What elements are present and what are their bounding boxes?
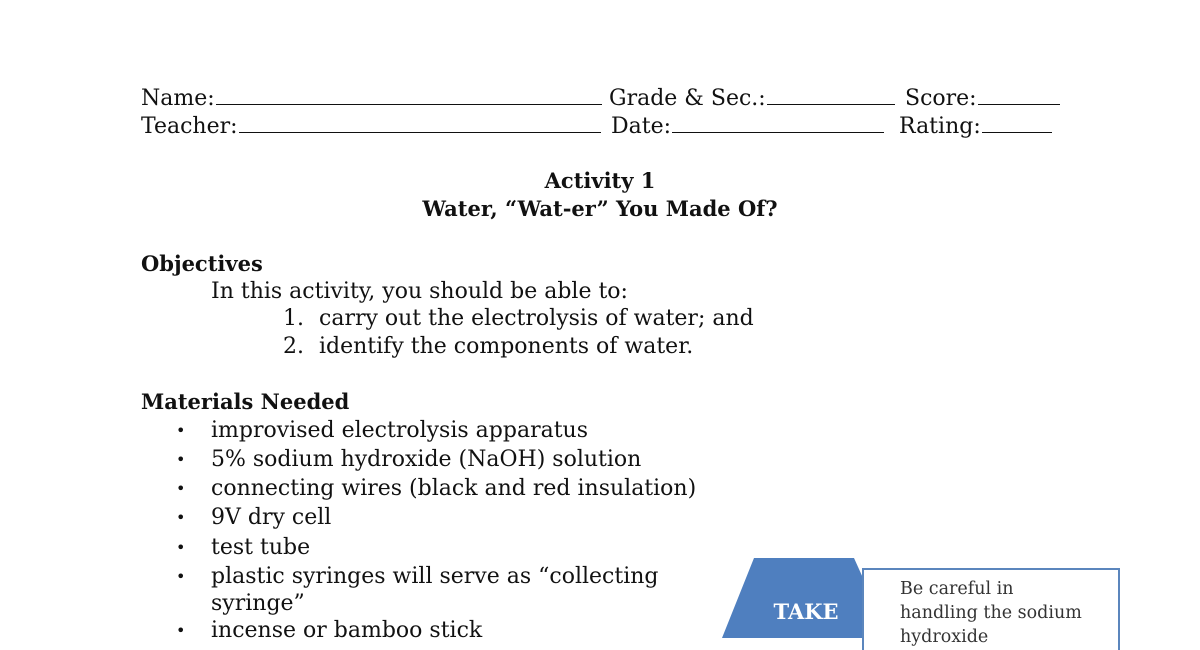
activity-title: Activity 1 — [544, 168, 656, 193]
material-text: 9V dry cell — [211, 505, 332, 530]
material-text: test tube — [211, 535, 311, 560]
bullet-icon: • — [176, 450, 186, 469]
objective-text: carry out the electrolysis of water; and — [319, 306, 754, 331]
material-text: connecting wires (black and red insulation) — [211, 476, 697, 501]
activity-subtitle: Water, “Wat-er” You Made Of? — [422, 196, 778, 221]
rating-field[interactable] — [899, 112, 1052, 141]
grade-section-blank[interactable] — [767, 84, 895, 105]
rating-blank[interactable] — [982, 112, 1052, 133]
score-blank[interactable] — [978, 84, 1060, 105]
name-label: Name: — [141, 86, 215, 111]
bullet-icon: • — [176, 508, 186, 527]
teacher-blank[interactable] — [239, 112, 601, 133]
date-label: Date: — [611, 114, 672, 139]
rating-label: Rating: — [899, 114, 981, 139]
objective-text: identify the components of water. — [319, 334, 694, 359]
caution-badge-label: TAKE — [773, 599, 839, 624]
caution-note — [900, 577, 1110, 649]
name-blank[interactable] — [216, 84, 602, 105]
score-field[interactable] — [905, 84, 1060, 113]
teacher-field[interactable] — [141, 112, 601, 141]
teacher-label: Teacher: — [141, 114, 238, 139]
material-text: 5% sodium hydroxide (NaOH) solution — [211, 447, 642, 472]
material-text: plastic syringes will serve as “collecting — [211, 564, 659, 589]
objectives-intro: In this activity, you should be able to: — [211, 279, 628, 304]
material-text-continued: syringe” — [211, 591, 305, 616]
objectives-heading: Objectives — [141, 251, 263, 276]
grade-section-field[interactable] — [609, 84, 895, 113]
bullet-icon: • — [176, 479, 186, 498]
date-field[interactable] — [611, 112, 884, 141]
caution-note-line: hydroxide — [900, 627, 989, 647]
name-field[interactable] — [141, 84, 602, 113]
bullet-icon: • — [176, 621, 186, 640]
materials-heading: Materials Needed — [141, 389, 350, 414]
material-text: improvised electrolysis apparatus — [211, 418, 588, 443]
grade-section-label: Grade & Sec.: — [609, 86, 766, 111]
bullet-icon: • — [176, 421, 186, 440]
objective-number: 2. — [283, 334, 304, 359]
material-text: incense or bamboo stick — [211, 618, 483, 643]
objective-number: 1. — [283, 306, 304, 331]
bullet-icon: • — [176, 567, 186, 586]
bullet-icon: • — [176, 538, 186, 557]
caution-note-line: Be careful in — [900, 579, 1014, 599]
date-blank[interactable] — [672, 112, 884, 133]
score-label: Score: — [905, 86, 977, 111]
caution-note-line: handling the sodium — [900, 603, 1082, 623]
